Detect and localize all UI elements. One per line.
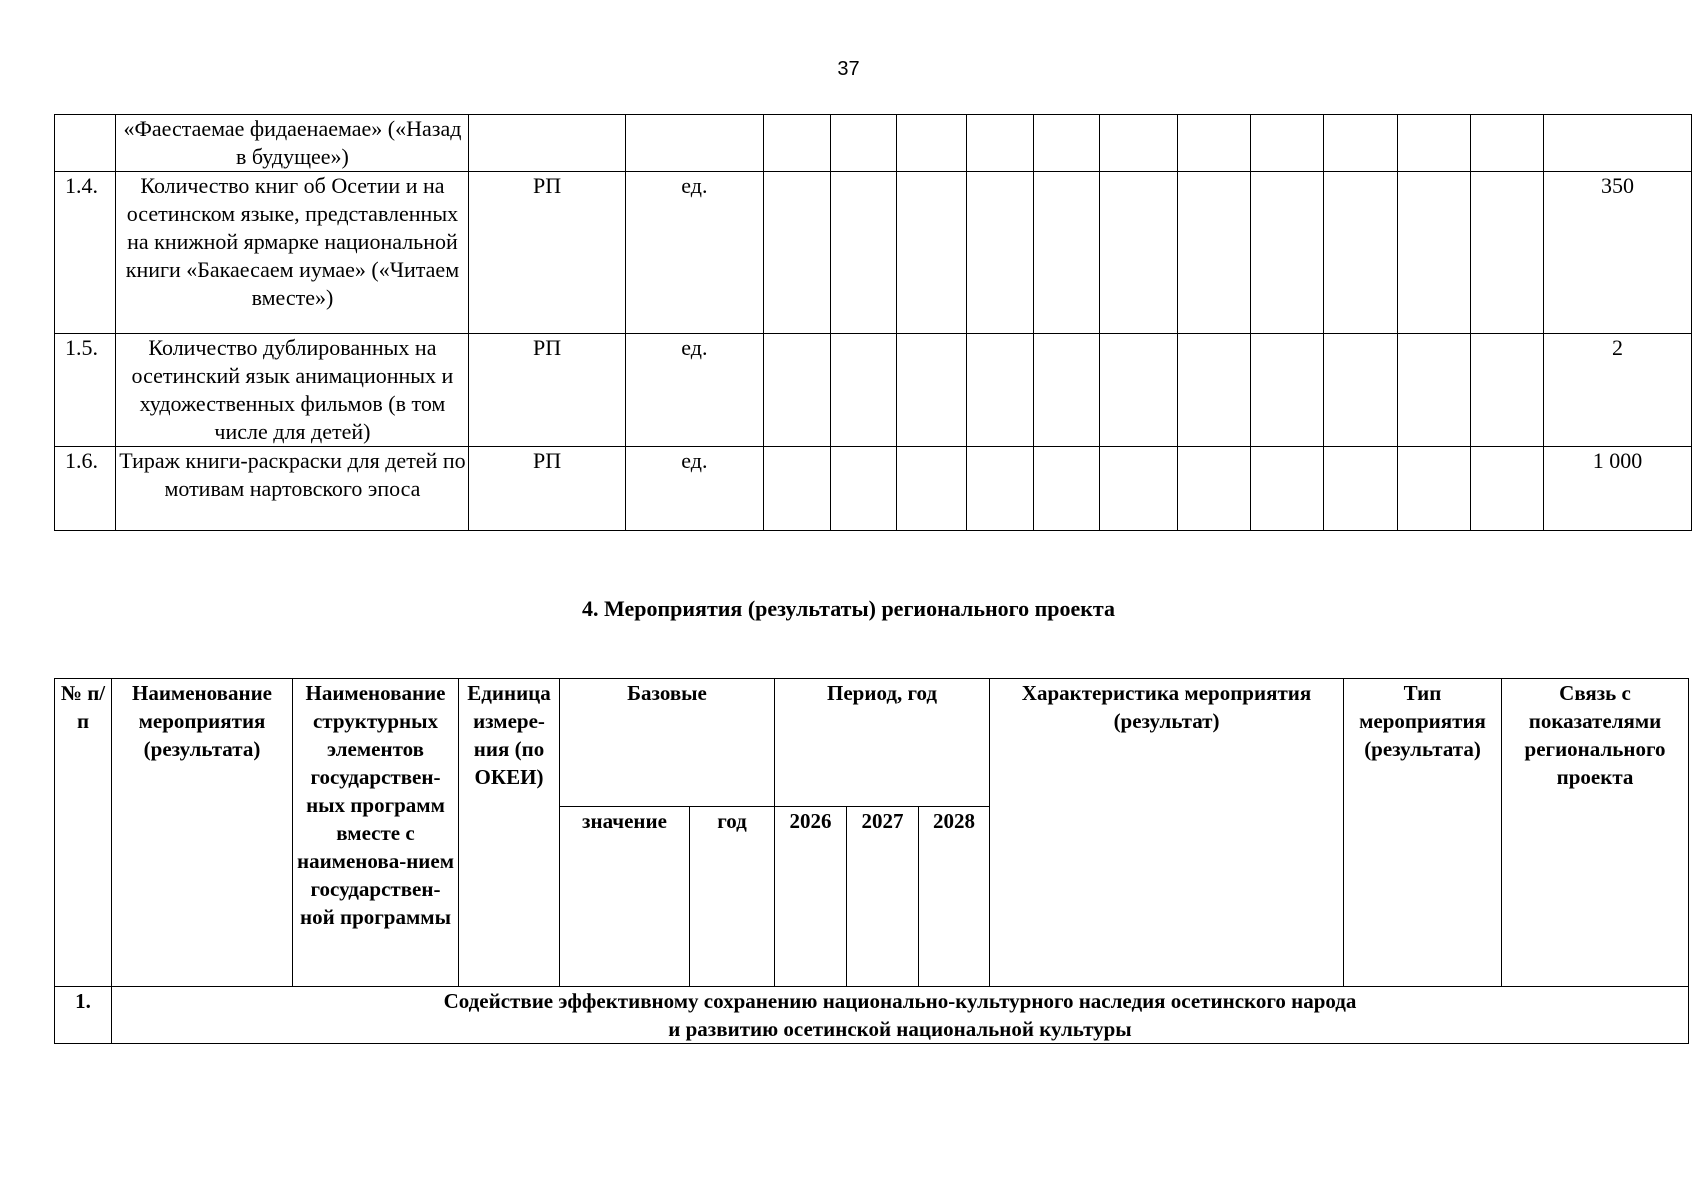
indicator-unit: ед. bbox=[625, 334, 763, 447]
page-number: 37 bbox=[837, 58, 860, 80]
indicator-name: «Фаестаемае фидаенаемае» («Назад в будущее») bbox=[116, 115, 469, 172]
indicator-level bbox=[469, 115, 625, 172]
header-unit: Единица измере-ния (по ОКЕИ) bbox=[459, 679, 560, 987]
header-link: Связь с показателями регионального проекта bbox=[1502, 679, 1689, 987]
indicator-name: Количество книг об Осетии и на осетинском языке, представленных на книжной ярмарке национальной книги «Бакаесаем иумае» («Читаем вместе») bbox=[116, 172, 469, 334]
indicator-level: РП bbox=[469, 172, 625, 334]
row-number: 1.4. bbox=[55, 172, 116, 334]
indicator-unit: ед. bbox=[625, 172, 763, 334]
events-table bbox=[54, 678, 1689, 1044]
indicator-name: Количество дублированных на осетинский язык анимационных и художественных фильмов (в том числе для детей) bbox=[116, 334, 469, 447]
indicator-level: РП bbox=[469, 334, 625, 447]
section-title: 4. Мероприятия (результаты) регионального проекта bbox=[581, 596, 1116, 621]
header-year-2026: 2026 bbox=[775, 807, 847, 987]
indicator-value bbox=[1544, 115, 1692, 172]
header-characteristic: Характеристика мероприятия (результат) bbox=[990, 679, 1344, 987]
header-base: Базовые bbox=[560, 679, 775, 807]
header-structural-elements: Наименование структурных элементов государствен-ных программ вместе с наименова-нием государствен-ной программы bbox=[293, 679, 459, 987]
header-year-2028: 2028 bbox=[919, 807, 990, 987]
indicators-table bbox=[54, 114, 1692, 531]
table-row bbox=[55, 172, 1692, 334]
header-base-year: год bbox=[690, 807, 775, 987]
header-event-name: Наименование мероприятия (результата) bbox=[112, 679, 293, 987]
row-number: 1.5. bbox=[55, 334, 116, 447]
section-row bbox=[55, 987, 1689, 1044]
section-heading bbox=[112, 987, 1689, 1044]
indicator-value: 350 bbox=[1544, 172, 1692, 334]
header-type: Тип мероприятия (результата) bbox=[1344, 679, 1502, 987]
row-number bbox=[55, 115, 116, 172]
table-row bbox=[55, 447, 1692, 531]
section-heading-line: и развитию осетинской национальной культуры bbox=[668, 1017, 1132, 1041]
table-row bbox=[55, 334, 1692, 447]
header-number: № п/п bbox=[55, 679, 112, 987]
header-row bbox=[55, 679, 1689, 807]
header-year-2027: 2027 bbox=[847, 807, 919, 987]
header-base-value: значение bbox=[560, 807, 690, 987]
indicator-unit bbox=[625, 115, 763, 172]
header-period: Период, год bbox=[775, 679, 990, 807]
section-heading-line: Содействие эффективному сохранению национально-культурного наследия осетинского народа bbox=[443, 989, 1357, 1013]
indicator-value: 2 bbox=[1544, 334, 1692, 447]
indicator-unit: ед. bbox=[625, 447, 763, 531]
indicator-name: Тираж книги-раскраски для детей по мотивам нартовского эпоса bbox=[116, 447, 469, 531]
table-row bbox=[55, 115, 1692, 172]
indicator-value: 1 000 bbox=[1544, 447, 1692, 531]
indicator-level: РП bbox=[469, 447, 625, 531]
row-number: 1.6. bbox=[55, 447, 116, 531]
section-number: 1. bbox=[55, 987, 112, 1044]
